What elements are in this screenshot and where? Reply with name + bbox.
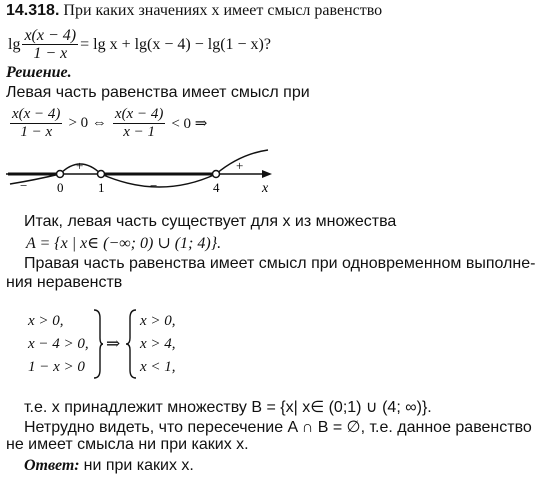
point-0 [57, 171, 64, 178]
problem-question: При каких значениях x имеет смысл равенство [63, 2, 383, 19]
tick-label-1: 1 [98, 180, 105, 195]
problem-statement [6, 2, 382, 20]
left-side-intro: Левая часть равенства имеет смысл при [6, 84, 310, 101]
equation-fraction [22, 27, 78, 62]
answer [24, 457, 194, 475]
ineq1-denominator: 1 − x [20, 124, 53, 140]
conclusion-line1: Нетрудно видеть, что пересечение A ∩ B = ∅, т.е. данное равенство [24, 419, 532, 436]
right-side-text-line1: Правая часть равенства имеет смысл при одновременном выполне- [24, 255, 536, 272]
lg-symbol: lg [8, 35, 21, 53]
answer-label: Ответ: [24, 457, 80, 474]
axis-label-x: x [262, 181, 269, 196]
fraction-denominator: 1 − x [33, 45, 68, 62]
point-1 [98, 171, 105, 178]
system-left-row: 1 − x > 0 [28, 359, 85, 375]
system-left-row: x − 4 > 0, [28, 336, 89, 352]
sign-chart-diagram [0, 148, 300, 200]
main-equation [8, 27, 271, 62]
sign-region-1: − [20, 178, 28, 193]
tick-label-0: 0 [57, 180, 64, 195]
ineq2-numerator: x(x − 4) [114, 106, 164, 122]
system-right-row: x > 0, [140, 313, 176, 329]
right-side-text-line2: ния неравенств [6, 274, 123, 291]
tick-label-4: 4 [213, 180, 220, 195]
sign-region-4: + [236, 158, 244, 173]
answer-text: ни при каких x. [83, 457, 194, 474]
set-a: A = {x | x∈ (−∞; 0) ∪ (1; 4)}. [26, 235, 222, 252]
conclusion-line2: не имеет смысла ни при каких x. [6, 436, 249, 453]
point-4 [213, 171, 220, 178]
system-right [140, 310, 176, 379]
sign-region-2: + [76, 158, 84, 173]
system-right-row: x < 1, [140, 359, 176, 375]
problem-number: 14.318. [6, 2, 60, 19]
solution-header: Решение. [6, 64, 72, 81]
sign-curve [10, 150, 268, 187]
implies-arrow: ⇒ [106, 334, 121, 353]
ineq-operator-1: > 0 ⇔ [68, 115, 107, 131]
system-right-row: x > 4, [140, 336, 176, 352]
system-bracket-right [92, 308, 104, 380]
set-b-text: т.е. x принадлежит множеству B = {x| x∈ (0;1) ∪ (4; ∞)}. [24, 399, 432, 416]
system-left-row: x > 0, [28, 313, 64, 329]
axis-arrow [262, 170, 272, 178]
left-exists-text: Итак, левая часть существует для x из множества [24, 213, 397, 230]
equation-rhs: = lg x + lg(x − 4) − lg(1 − x)? [80, 35, 271, 53]
inequality-fraction-1 [10, 106, 62, 141]
inequality-fraction-2 [113, 106, 165, 141]
ineq1-numerator: x(x − 4) [12, 106, 61, 122]
system-left [28, 310, 89, 379]
fraction-numerator: x(x − 4) [24, 27, 77, 44]
ineq2-denominator: x − 1 [123, 124, 156, 140]
inequality-chain [8, 106, 211, 141]
system-brace-left [124, 308, 138, 380]
sign-region-3: − [150, 178, 158, 193]
ineq-operator-2: < 0 ⇒ [171, 116, 208, 132]
